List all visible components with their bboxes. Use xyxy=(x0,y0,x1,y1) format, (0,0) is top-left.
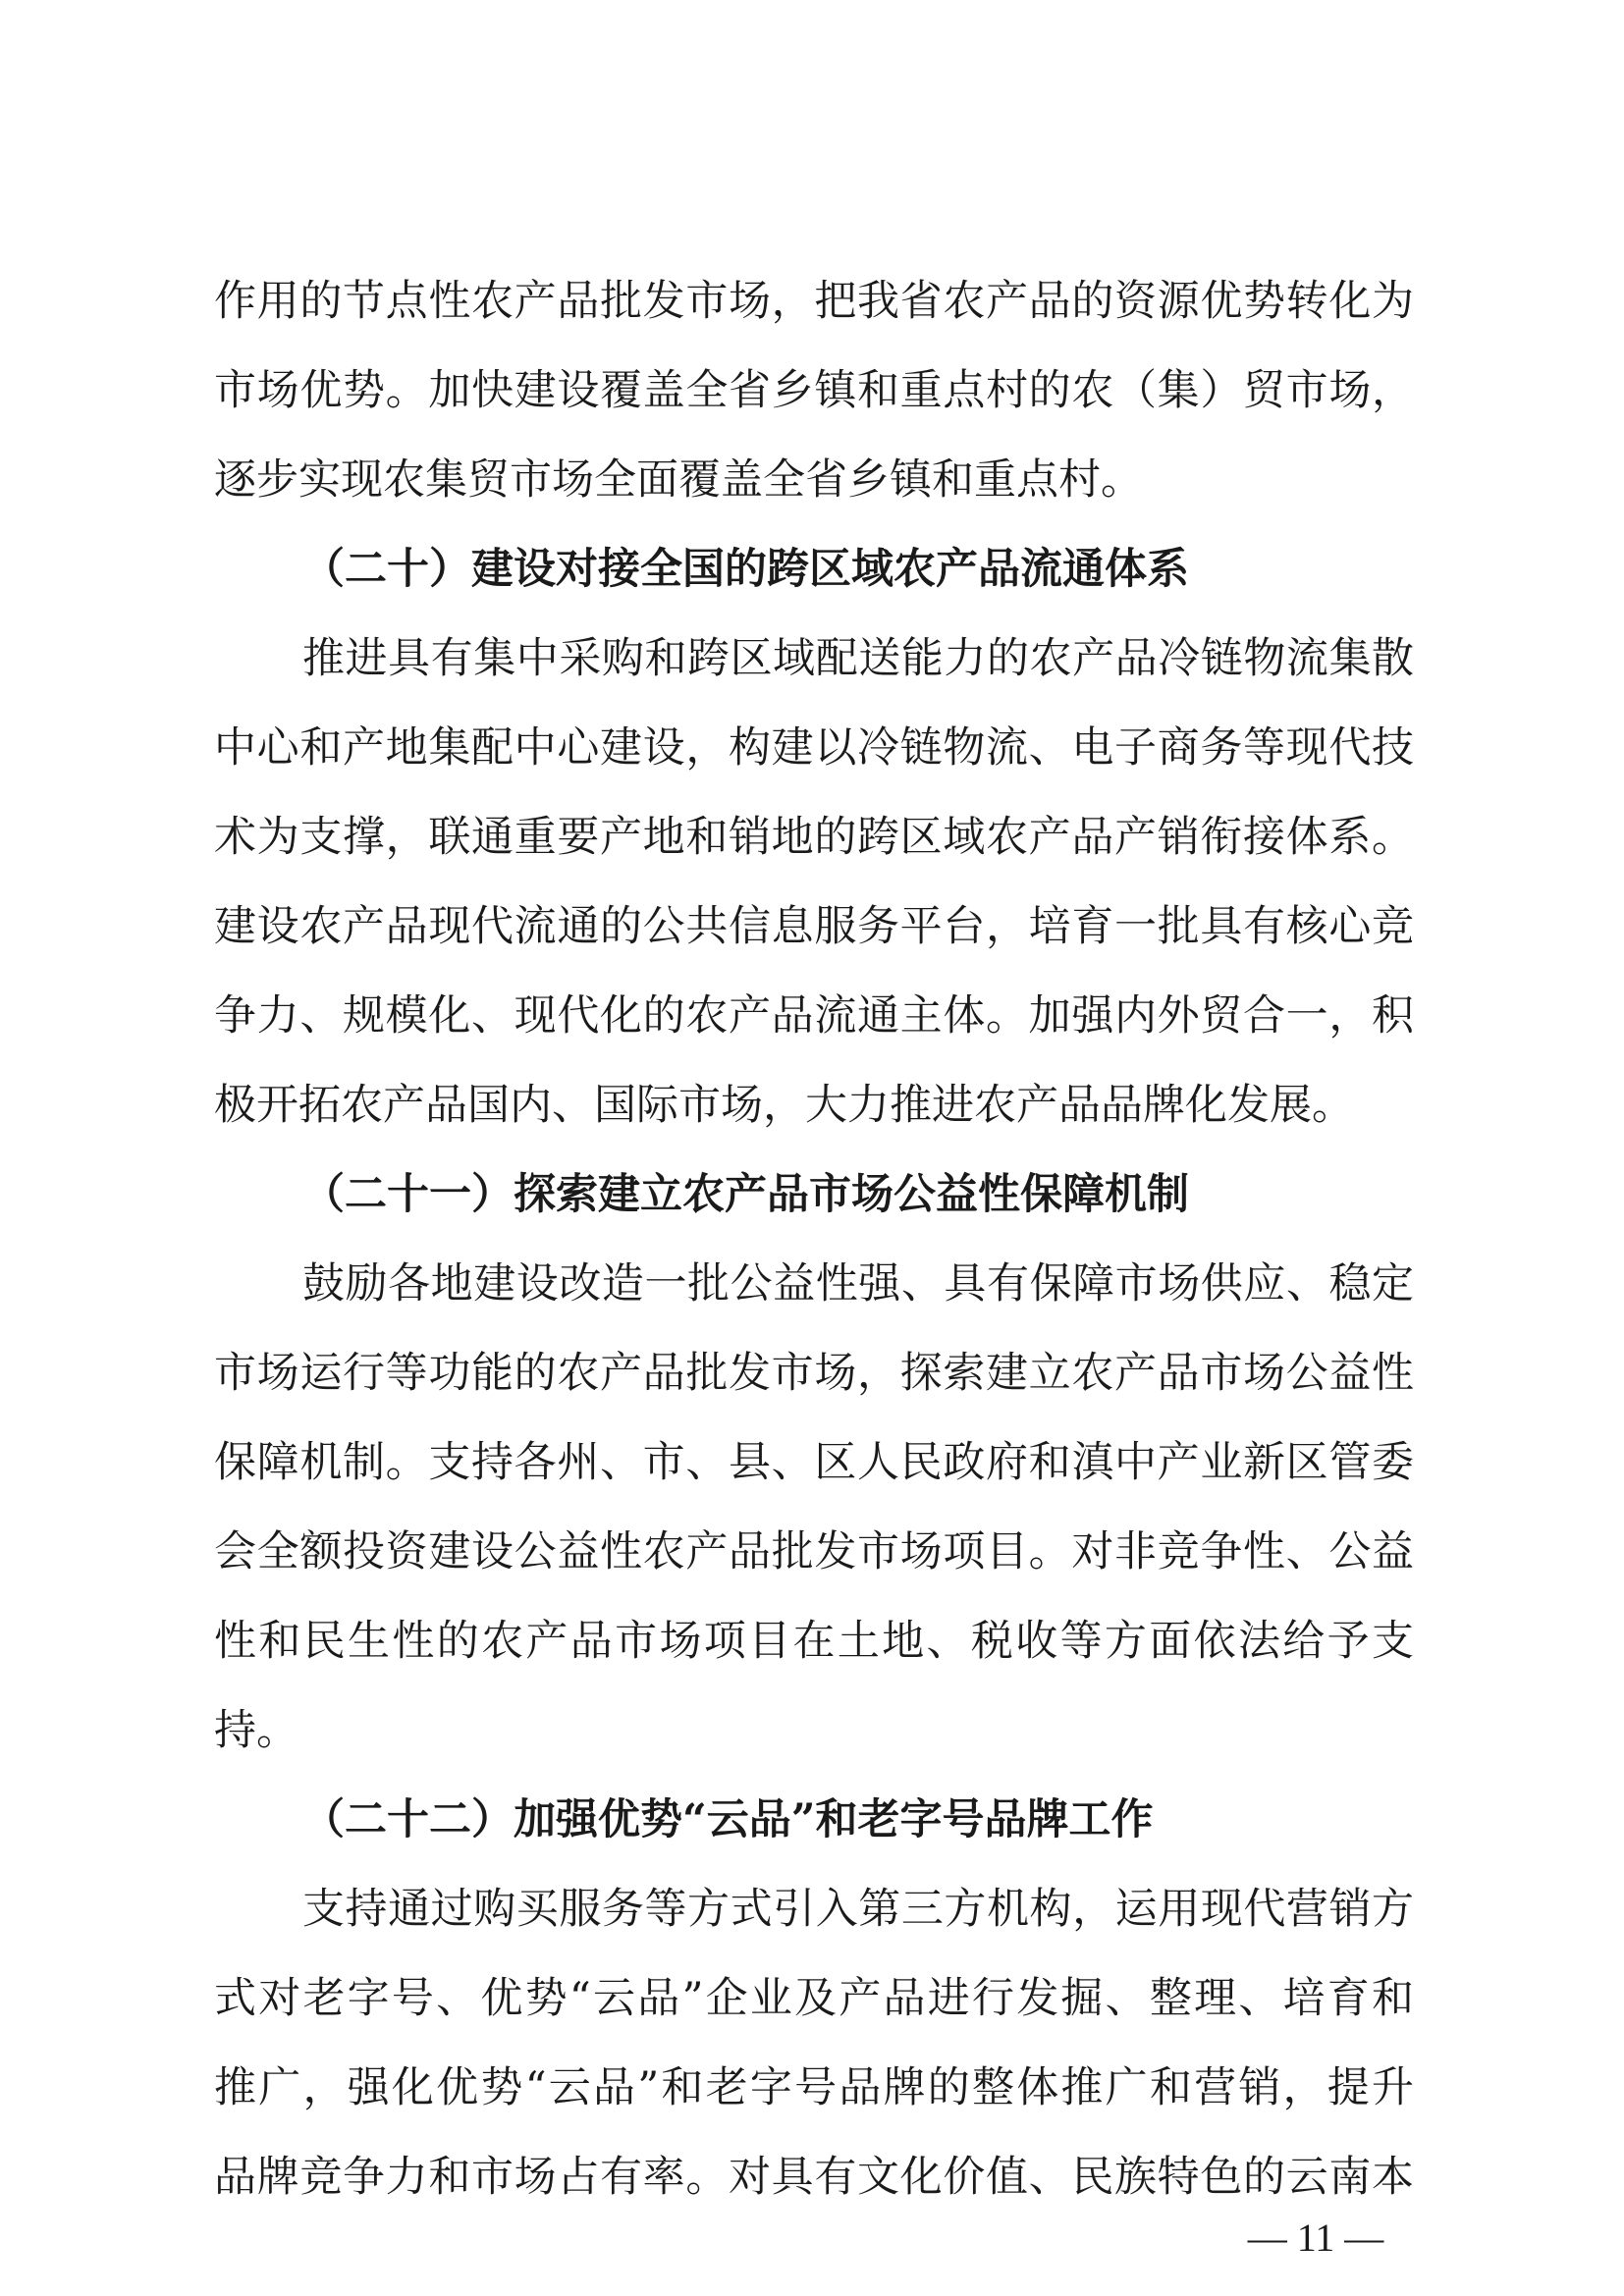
body-line: 性和民生性的农产品市场项目在土地、税收等方面依法给予支 xyxy=(214,1617,1414,1666)
body-line: 品牌竞争力和市场占有率。对具有文化价值、民族特色的云南本 xyxy=(214,2153,1414,2202)
paragraph-first-line: 支持通过购买服务等方式引入第三方机构，运用现代营销方 xyxy=(302,1885,1414,1934)
body-line: 市场优势。加快建设覆盖全省乡镇和重点村的农（集）贸市场， xyxy=(214,366,1414,415)
section-heading: （二十二）加强优势“云品”和老字号品牌工作 xyxy=(302,1795,1154,1844)
body-line: 保障机制。支持各州、市、县、区人民政府和滇中产业新区管委 xyxy=(214,1438,1414,1487)
page-number: — 11 — xyxy=(1247,2216,1384,2260)
body-line: 建设农产品现代流通的公共信息服务平台，培育一批具有核心竞 xyxy=(214,902,1414,951)
paragraph-first-line: 推进具有集中采购和跨区域配送能力的农产品冷链物流集散 xyxy=(302,634,1414,683)
section-heading: （二十一）探索建立农产品市场公益性保障机制 xyxy=(302,1170,1189,1219)
body-line: 争力、规模化、现代化的农产品流通主体。加强内外贸合一，积 xyxy=(214,991,1414,1041)
body-line: 中心和产地集配中心建设，构建以冷链物流、电子商务等现代技 xyxy=(214,723,1414,773)
section-heading: （二十）建设对接全国的跨区域农产品流通体系 xyxy=(302,545,1189,594)
body-line: 会全额投资建设公益性农产品批发市场项目。对非竞争性、公益 xyxy=(214,1527,1414,1576)
body-line: 市场运行等功能的农产品批发市场，探索建立农产品市场公益性 xyxy=(214,1349,1414,1398)
body-line: 逐步实现农集贸市场全面覆盖全省乡镇和重点村。 xyxy=(214,455,1143,505)
body-line: 式对老字号、优势“云品”企业及产品进行发掘、整理、培育和 xyxy=(214,1974,1414,2023)
body-line: 推广，强化优势“云品”和老字号品牌的整体推广和营销，提升 xyxy=(214,2063,1414,2112)
body-line: 作用的节点性农产品批发市场，把我省农产品的资源优势转化为 xyxy=(214,277,1414,326)
body-line: 术为支撑，联通重要产地和销地的跨区域农产品产销衔接体系。 xyxy=(214,813,1414,862)
paragraph-first-line: 鼓励各地建设改造一批公益性强、具有保障市场供应、稳定 xyxy=(302,1259,1414,1308)
body-line: 极开拓农产品国内、国际市场，大力推进农产品品牌化发展。 xyxy=(214,1081,1354,1130)
body-line: 持。 xyxy=(214,1706,298,1755)
